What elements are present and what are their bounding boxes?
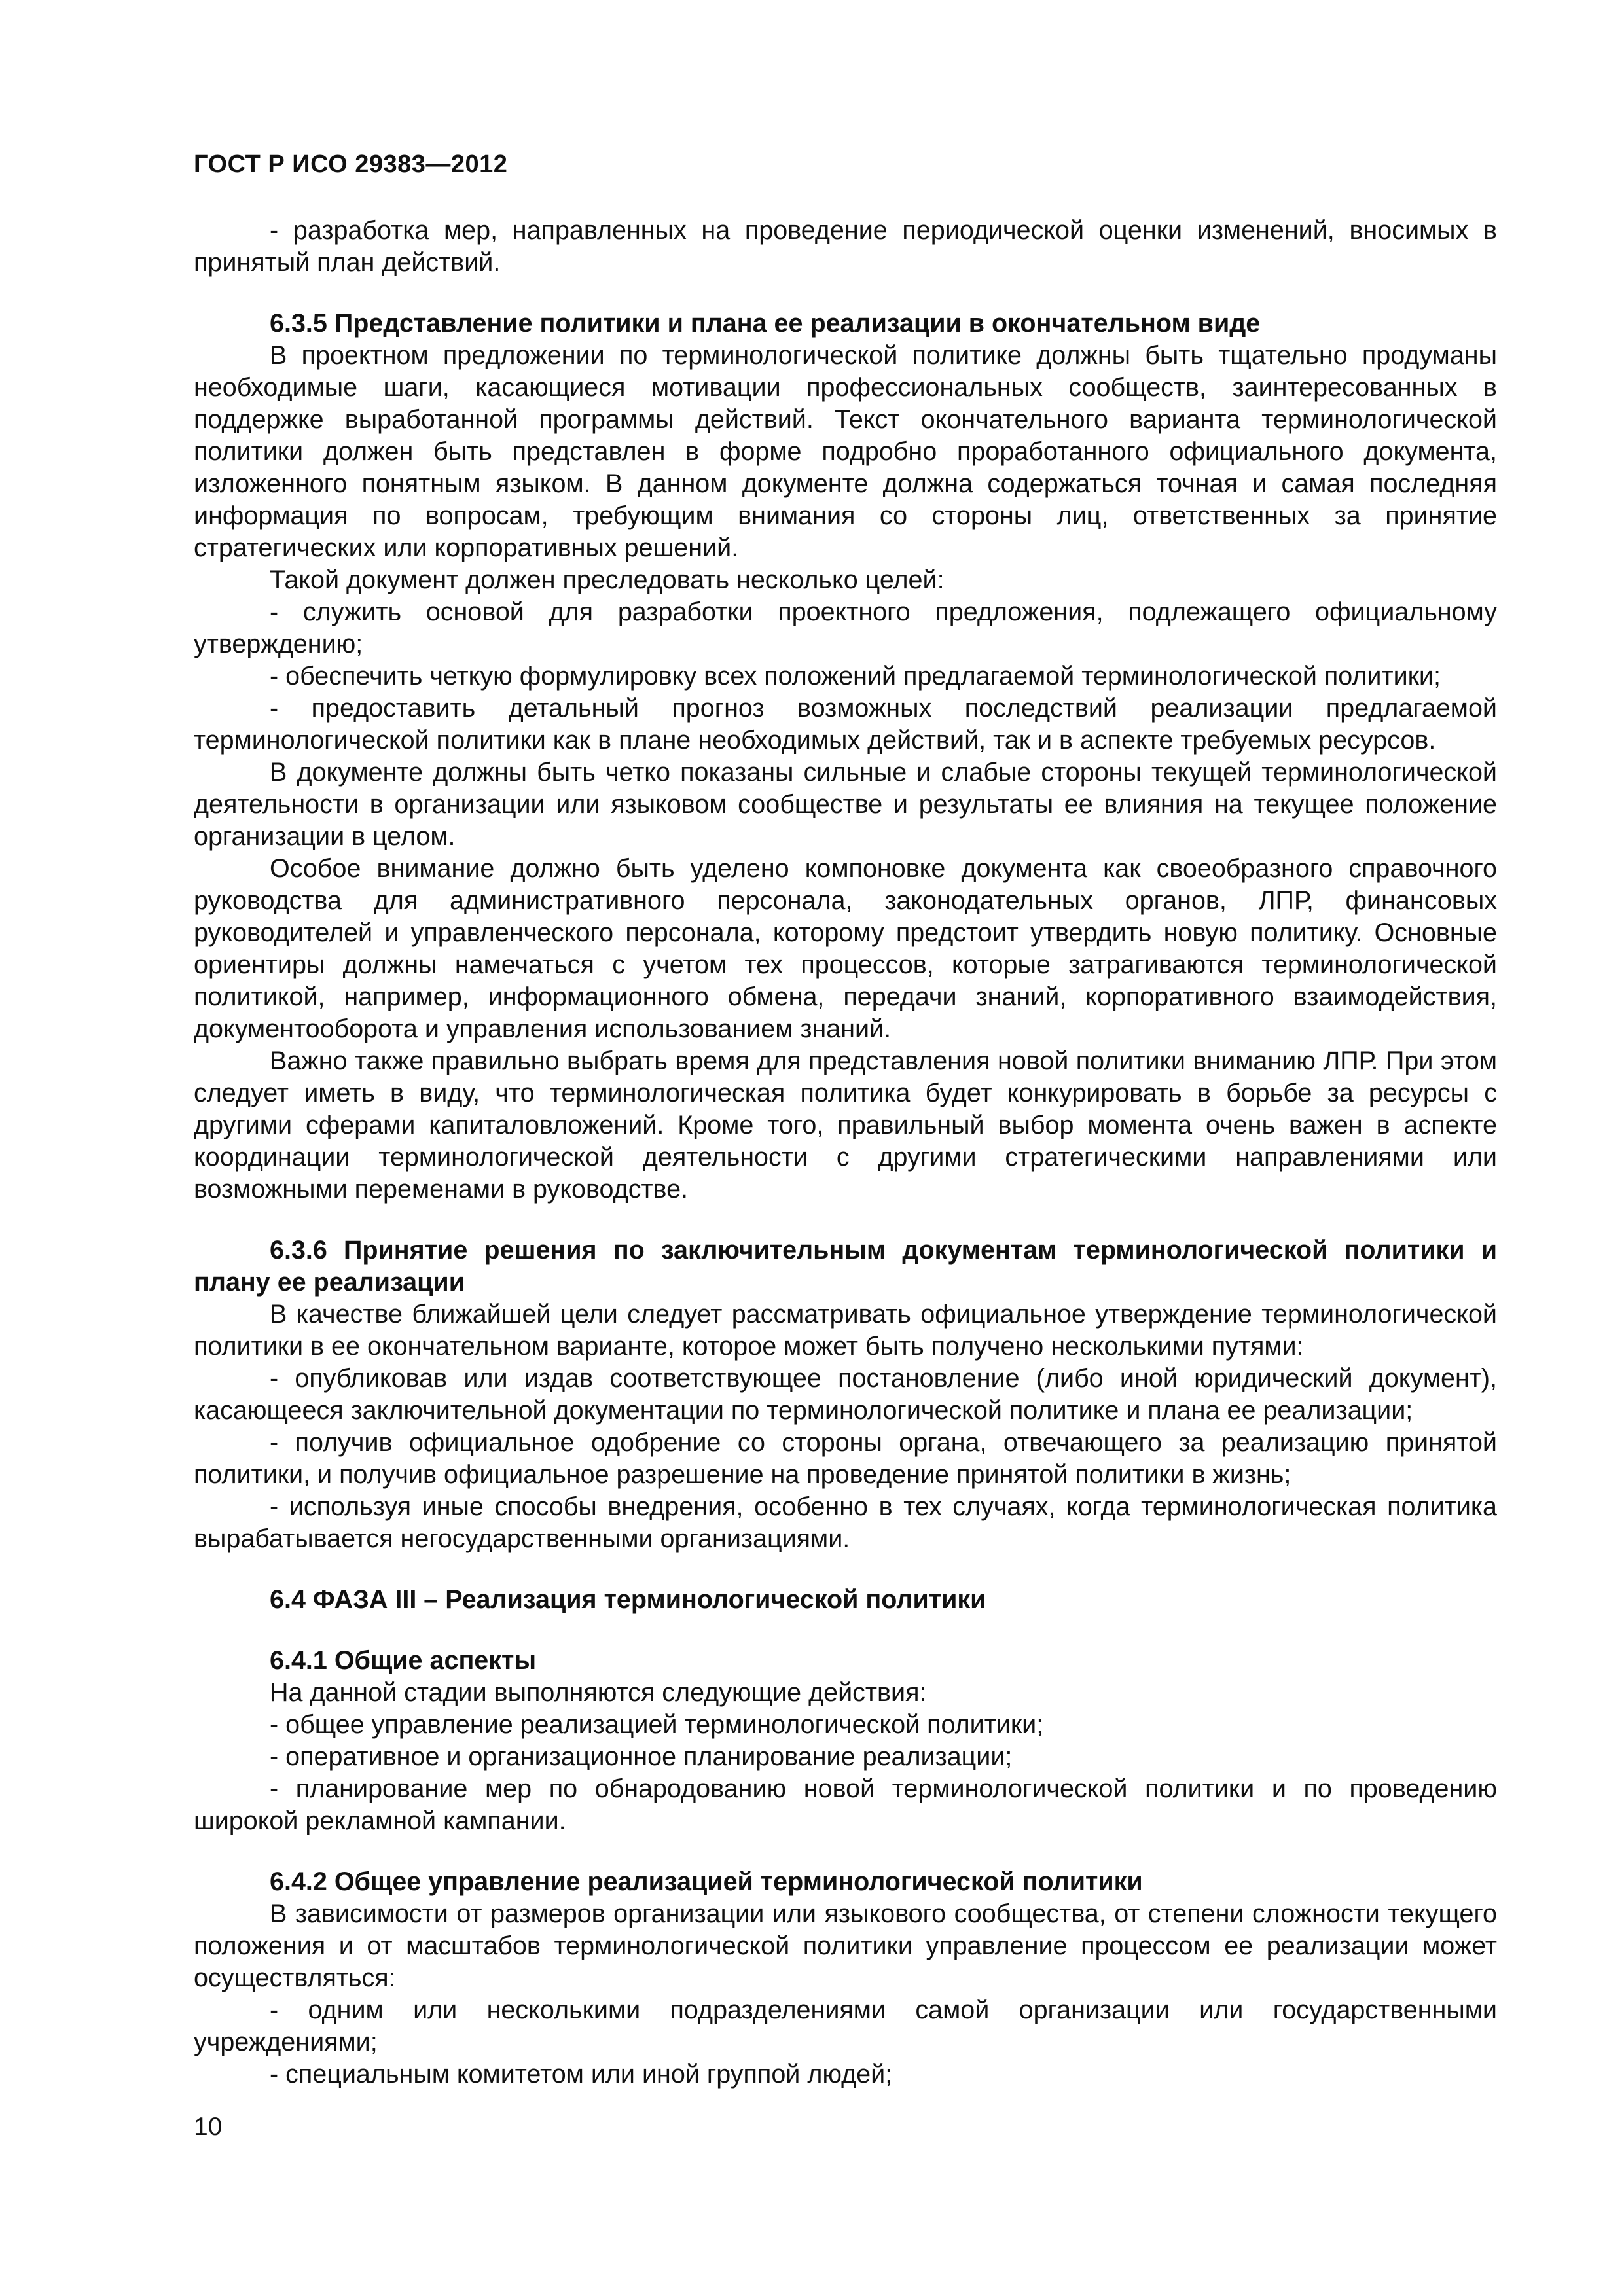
list-item: - служить основой для разработки проектного предложения, подлежащего официальному утверждению; xyxy=(194,598,1497,658)
list-item: - опубликовав или издав соответствующее постановление (либо иной юридический документ), касающееся заключительной документации по терминологической политике и плана ее реализации; xyxy=(194,1364,1497,1425)
paragraph: В документе должны быть четко показаны сильные и слабые стороны текущей терминологической деятельности в организации или языковом сообществе и результаты ее влияния на текущее положение организации в целом. xyxy=(194,758,1497,851)
section-heading-6-3-6: 6.3.6 Принятие решения по заключительным документам терминологической политики и плану ее реализации xyxy=(194,1236,1497,1297)
paragraph: На данной стадии выполняются следующие действия: xyxy=(270,1678,927,1707)
standard-designation: ГОСТ Р ИСО 29383—2012 xyxy=(194,151,508,178)
list-item: - используя иные способы внедрения, особенно в тех случаях, когда терминологическая политика вырабатывается негосударственными организациями. xyxy=(194,1492,1497,1553)
list-item: - одним или несколькими подразделениями самой организации или государственными учреждениями; xyxy=(194,1996,1497,2056)
list-item: - оперативное и организационное планирование реализации; xyxy=(270,1742,1013,1771)
list-item: - обеспечить четкую формулировку всех положений предлагаемой терминологической политики; xyxy=(270,662,1441,691)
section-heading-6-3-5: 6.3.5 Представление политики и плана ее реализации в окончательном виде xyxy=(270,309,1261,338)
paragraph: Такой документ должен преследовать несколько целей: xyxy=(270,565,945,594)
list-item: - получив официальное одобрение со стороны органа, отвечающего за реализацию принятой политики, и получив официальное разрешение на проведение принятой политики в жизнь; xyxy=(194,1428,1497,1489)
paragraph: Важно также правильно выбрать время для представления новой политики вниманию ЛПР. При этом следует иметь в виду, что терминологическая политика будет конкурировать в борьбе за ресурсы с другими сферами капиталовложений. Кроме того, правильный выбор момента очень важен в аспекте координации терминологической деятельности с другими стратегическими направлениями или возможными переменами в руководстве. xyxy=(194,1047,1497,1204)
list-item: - специальным комитетом или иной группой людей; xyxy=(270,2060,893,2089)
section-heading-6-4-1: 6.4.1 Общие аспекты xyxy=(270,1646,537,1675)
section-heading-6-4: 6.4 ФАЗА III – Реализация терминологической политики xyxy=(270,1585,986,1614)
paragraph: В качестве ближайшей цели следует рассматривать официальное утверждение терминологической политики в ее окончательном варианте, которое может быть получено несколькими путями: xyxy=(194,1300,1497,1361)
paragraph: В проектном предложении по терминологической политике должны быть тщательно продуманы необходимые шаги, касающиеся мотивации профессиональных сообществ, заинтересованных в поддержке выработанной программы действий. Текст окончательного варианта терминологической политики должен быть представлен в форме подробно проработанного официального документа, изложенного понятным языком. В данном документе должна содержаться точная и самая последняя информация по вопросам, требующим внимания со стороны лиц, ответственных за принятие стратегических или корпоративных решений. xyxy=(194,341,1497,562)
page-body xyxy=(194,215,1497,2090)
list-item: - предоставить детальный прогноз возможных последствий реализации предлагаемой терминологической политики как в плане необходимых действий, так и в аспекте требуемых ресурсов. xyxy=(194,694,1497,755)
page-number: 10 xyxy=(194,2113,223,2141)
paragraph: Особое внимание должно быть уделено компоновке документа как своеобразного справочного руководства для административного персонала, законодательных органов, ЛПР, финансовых руководителей и управленческого персонала, которому предстоит утвердить новую политику. Основные ориентиры должны намечаться с учетом тех процессов, которые затрагиваются терминологической политикой, например, информационного обмена, передачи знаний, корпоративного взаимодействия, документооборота и управления использованием знаний. xyxy=(194,854,1497,1043)
list-item: - планирование мер по обнародованию новой терминологической политики и по проведению широкой рекламной кампании. xyxy=(194,1774,1497,1835)
section-heading-6-4-2: 6.4.2 Общее управление реализацией терминологической политики xyxy=(270,1867,1143,1896)
list-item: - общее управление реализацией терминологической политики; xyxy=(270,1710,1044,1739)
paragraph: - разработка мер, направленных на проведение периодической оценки изменений, вносимых в принятый план действий. xyxy=(194,216,1497,277)
paragraph: В зависимости от размеров организации или языкового сообщества, от степени сложности текущего положения и от масштабов терминологической политики управление процессом ее реализации может осуществляться: xyxy=(194,1899,1497,1992)
